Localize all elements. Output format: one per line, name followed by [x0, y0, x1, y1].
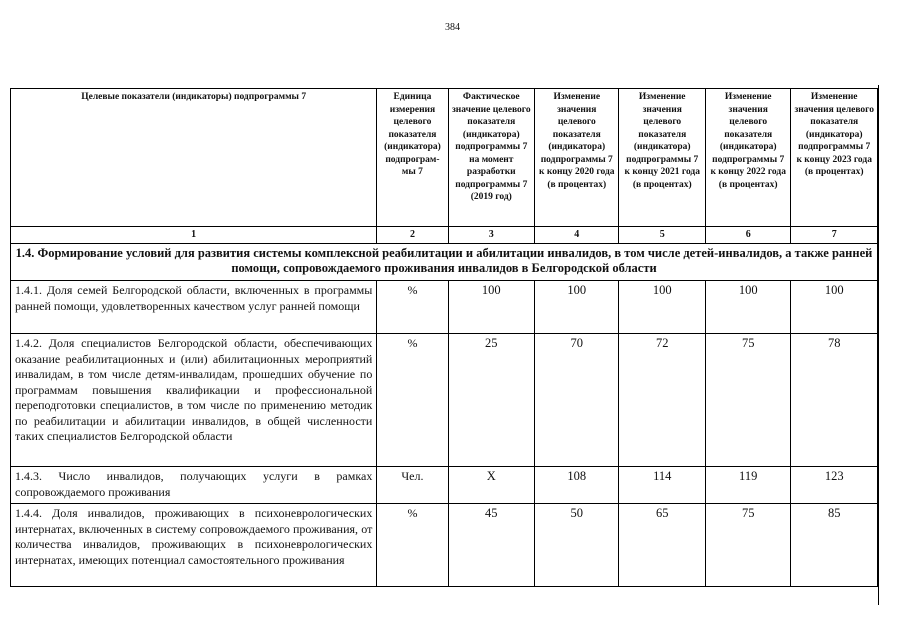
indicators-table: [10, 88, 878, 587]
indicator-name: 1.4.4. Доля инвалидов, проживающих в психоневрологических интернатах, включенных в систему сопровождаемого проживания, от количества инвалидов, проживающих в психоневрологических интернатах, имеющих потенциал самостоятельного проживания: [11, 504, 377, 587]
value-2022: 75: [705, 504, 790, 587]
value-2022: 100: [705, 281, 790, 334]
column-number: 5: [619, 227, 705, 244]
column-number-row: [11, 227, 878, 244]
indicator-unit: %: [377, 334, 448, 467]
indicator-name: 1.4.3. Число инвалидов, получающих услуги в рамках сопровождаемого проживания: [11, 467, 377, 504]
header-change-2020: Изменение значения целевого показателя (индикатора) подпрограммы 7 к концу 2020 года (в процентах): [535, 89, 619, 227]
value-2023: 78: [791, 334, 878, 467]
value-2020: 100: [535, 281, 619, 334]
column-number: 4: [535, 227, 619, 244]
value-2019: 45: [448, 504, 534, 587]
header-unit: Единица измерения целевого показателя (индикатора) подпрограм-мы 7: [377, 89, 448, 227]
value-2020: 50: [535, 504, 619, 587]
column-number: 1: [11, 227, 377, 244]
column-number: 6: [705, 227, 790, 244]
value-2021: 100: [619, 281, 705, 334]
indicator-unit: %: [377, 504, 448, 587]
header-row: [11, 89, 878, 227]
column-number: 3: [448, 227, 534, 244]
table-row: [11, 334, 878, 467]
value-2023: 100: [791, 281, 878, 334]
table-row: [11, 467, 878, 504]
header-change-2023: Изменение значения целевого показателя (индикатора) подпрограммы 7 к концу 2023 года (в процентах): [791, 89, 878, 227]
indicator-unit: Чел.: [377, 467, 448, 504]
column-number: 2: [377, 227, 448, 244]
header-indicator: Целевые показатели (индикаторы) подпрограммы 7: [11, 89, 377, 227]
value-2019: X: [448, 467, 534, 504]
value-2021: 72: [619, 334, 705, 467]
value-2022: 75: [705, 334, 790, 467]
page-edge-line: [878, 85, 879, 605]
value-2020: 108: [535, 467, 619, 504]
indicator-unit: %: [377, 281, 448, 334]
value-2019: 25: [448, 334, 534, 467]
value-2021: 114: [619, 467, 705, 504]
value-2023: 123: [791, 467, 878, 504]
indicator-name: 1.4.2. Доля специалистов Белгородской области, обеспечивающих оказание реабилитационных и (или) абилитационных мероприятий инвалидам, в том числе детям-инвалидам, прошедших обучение по программам повышения квалификации и профессиональной переподготовки специалистов, в том числе по применению методик по реабилитации и абилитации инвалидов, в общей численности таких специалистов Белгородской области: [11, 334, 377, 467]
value-2022: 119: [705, 467, 790, 504]
header-change-2021: Изменение значения целевого показателя (индикатора) подпрограммы 7 к концу 2021 года (в процентах): [619, 89, 705, 227]
column-number: 7: [791, 227, 878, 244]
indicator-name: 1.4.1. Доля семей Белгородской области, включенных в программы ранней помощи, удовлетворенных качеством услуг ранней помощи: [11, 281, 377, 334]
table-row: [11, 504, 878, 587]
value-2023: 85: [791, 504, 878, 587]
page-number: 384: [445, 22, 460, 33]
table-row: [11, 281, 878, 334]
section-row: [11, 244, 878, 281]
header-change-2022: Изменение значения целевого показателя (индикатора) подпрограммы 7 к концу 2022 года (в процентах): [705, 89, 790, 227]
value-2020: 70: [535, 334, 619, 467]
section-title: 1.4. Формирование условий для развития системы комплексной реабилитации и абилитации инвалидов, в том числе детей-инвалидов, а также ранней помощи, сопровождаемого проживания инвалидов в Белгородской области: [11, 244, 878, 281]
value-2021: 65: [619, 504, 705, 587]
header-actual-2019: Фактическое значение целевого показателя (индикатора) подпрограммы 7 на момент разработки подпрограммы 7 (2019 год): [448, 89, 534, 227]
value-2019: 100: [448, 281, 534, 334]
